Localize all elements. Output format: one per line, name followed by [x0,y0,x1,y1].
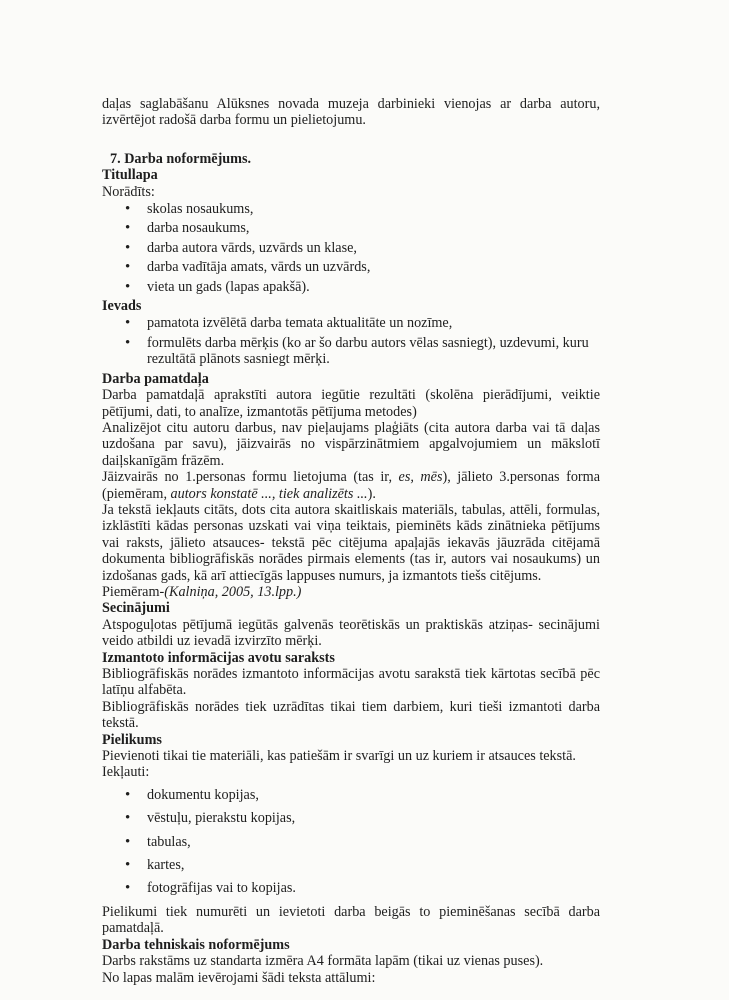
ievads-list [102,315,600,367]
list-item: • dokumentu kopijas, [102,787,600,803]
list-item: • tabulas, [102,834,600,850]
list-item: • kartes, [102,857,600,873]
list-item: • skolas nosaukums, [102,201,600,217]
pamatdala-paragraph-1: Darba pamatdaļā aprakstīti autora iegūtie rezultāti (skolēna pierādījumi, veiktie pētījumi, dati, to analīze, izmantotās pētījuma metodes) [102,387,600,420]
p3-text-a: Jāizvairās no 1.personas formu lietojuma (tas ir, [102,469,399,486]
avoti-heading: Izmantoto informācijas avotu saraksts [102,649,335,666]
list-item: • vieta un gads (lapas apakšā). [102,279,600,295]
pamatdala-paragraph-4: Ja tekstā iekļauts citāts, dots cita autora skaitliskais materiāls, tabulas, attēli, formulas, izklāstīti kādas personas uzskati vai viņa teiktais, pieminēts kāds zinātnieka pētījums vai raksts, jālieto atsauces- tekstā pēc citējuma apaļajās iekavās jāuzrāda citējamā dokumenta bibliogrāfiskās norādes pirmais elements (tas ir, autors vai nosaukums) un izdošanas gads, kā arī attiecīgās lappuses numurs, ja izmantots tiešs citējums. [102,501,600,584]
list-item: • pamatota izvēlētā darba temata aktualitāte un nozīme, [102,315,600,331]
p5-citation-example: (Kalniņa, 2005, 13.lpp.) [164,583,302,600]
secinajumi-paragraph: Atspoguļotas pētījumā iegūtās galvenās teorētiskās un praktiskās atziņas- secinājumi veido atbildi uz ievadā izvirzīto mērķi. [102,616,600,650]
tehniskais-paragraph-2: No lapas malām ievērojami šādi teksta attālumi: [102,969,376,986]
pielikums-label: Iekļauti: [102,764,150,781]
titullapa-heading: Titullapa [102,167,158,184]
list-item: • formulēts darba mērķis (ko ar šo darbu autors vēlas sasniegt), uzdevumi, kuru rezultātā plānots sasniegt mērķi. [102,335,600,368]
p3-example-pronouns: es, mēs [398,469,443,486]
list-item: • vēstuļu, pierakstu kopijas, [102,810,600,826]
secinajumi-heading: Secinājumi [102,600,170,617]
pamatdala-heading: Darba pamatdaļa [102,370,209,387]
section-number: 7. [110,150,121,167]
titullapa-label: Norādīts: [102,183,155,200]
titullapa-list [102,201,600,295]
list-item: • darba autora vārds, uzvārds un klase, [102,240,600,256]
pamatdala-paragraph-3 [102,469,600,502]
avoti-paragraph-1: Bibliogrāfiskās norādes izmantoto informācijas avotu sarakstā tiek kārtotas secībā pēc latīņu alfabēta. [102,666,600,699]
ievads-heading: Ievads [102,298,142,315]
pamatdala-paragraph-2: Analizējot citu autoru darbus, nav pieļaujams plaģiāts (cita autora darba vai tā daļas uzdošana par savu), jāizvairās no vispārzinātmiem apgalvojumiem un mākslotī daiļskanīgām frāzēm. [102,419,600,469]
tehniskais-heading: Darba tehniskais noformējums [102,936,290,953]
intro-paragraph: daļas saglabāšanu Alūksnes novada muzeja darbinieki vienojas ar darba autoru, izvērtējot radošā darba formu un pielietojumu. [102,96,600,129]
tehniskais-paragraph-1: Darbs rakstāms uz standarta izmēra A4 formāta lapām (tikai uz vienas puses). [102,953,544,970]
pielikums-heading: Pielikums [102,731,162,748]
pielikums-list [102,787,600,897]
p3-example-phrases: autors konstatē ..., tiek analizēts ... [170,485,368,502]
p5-text: Piemēram- [102,583,165,600]
section-heading [110,151,600,167]
list-item: • darba nosaukums, [102,220,600,236]
pielikums-paragraph-2: Pielikumi tiek numurēti un ievietoti darba beigās to pieminēšanas secībā darba pamatdaļā. [102,903,600,937]
list-item: • darba vadītāja amats, vārds un uzvārds, [102,259,600,275]
p3-text-c: ). [367,485,376,502]
pamatdala-paragraph-5 [102,584,600,600]
avoti-paragraph-2: Bibliogrāfiskās norādes tiek uzrādītas tikai tiem darbiem, kuri tieši izmantoti darba tekstā. [102,698,600,732]
p3-text-b: ), jālieto 3.personas forma (piemēram, [102,469,600,502]
list-item: • fotogrāfijas vai to kopijas. [102,880,600,896]
document-page [102,96,600,986]
section-title: Darba noformējums. [124,150,252,167]
pielikums-paragraph-1: Pievienoti tikai tie materiāli, kas patiešām ir svarīgi un uz kuriem ir atsauces tekstā. [102,748,576,765]
